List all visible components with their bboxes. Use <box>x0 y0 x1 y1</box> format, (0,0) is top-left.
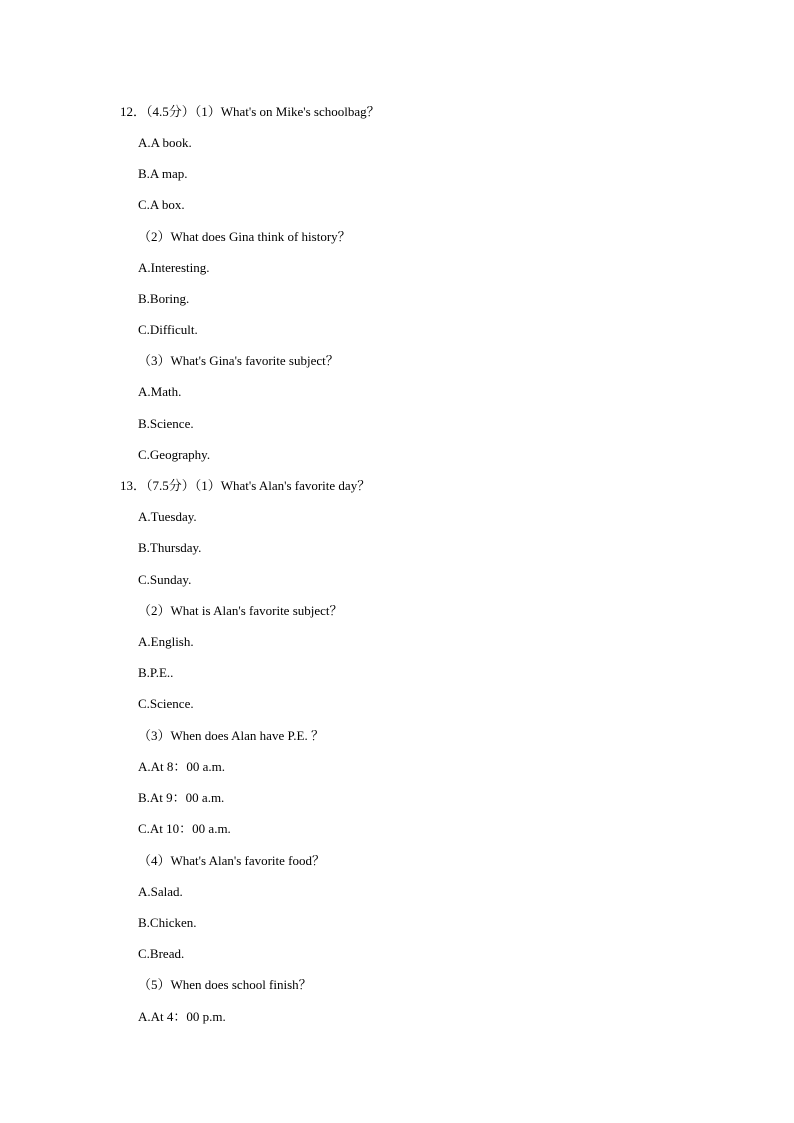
q13-1-option-c: C.Sunday. <box>138 572 192 587</box>
q12-2-option-b: B.Boring. <box>138 291 190 306</box>
q13-1-option-a: A.Tuesday. <box>138 509 197 524</box>
q13-4-prompt: （4）What's Alan's favorite food？ <box>138 853 326 868</box>
q12-2-prompt: （2）What does Gina think of history？ <box>138 229 351 244</box>
q12-3-option-a: A.Math. <box>138 384 182 399</box>
q12-1-option-a: A.A book. <box>138 135 192 150</box>
q12-2-option-a: A.Interesting. <box>138 260 210 275</box>
q13-4-option-b: B.Chicken. <box>138 915 197 930</box>
q13-2-option-c: C.Science. <box>138 696 194 711</box>
q13-5-option-a: A.At 4：00 p.m. <box>138 1009 226 1024</box>
q13-5-prompt: （5）When does school finish？ <box>138 977 312 992</box>
q12-2-option-c: C.Difficult. <box>138 322 198 337</box>
q12-3-option-b: B.Science. <box>138 416 194 431</box>
q13-3-option-c: C.At 10：00 a.m. <box>138 821 231 836</box>
q13-2-option-a: A.English. <box>138 634 194 649</box>
q13-3-option-b: B.At 9：00 a.m. <box>138 790 225 805</box>
question-13-header: 13．（7.5分）（1）What's Alan's favorite day？ <box>120 478 371 493</box>
q13-3-option-a: A.At 8：00 a.m. <box>138 759 226 774</box>
q12-1-option-b: B.A map. <box>138 166 188 181</box>
q13-4-option-c: C.Bread. <box>138 946 185 961</box>
q12-3-option-c: C.Geography. <box>138 447 211 462</box>
q13-2-option-b: B.P.E.. <box>138 665 174 680</box>
q12-1-option-c: C.A box. <box>138 197 185 212</box>
q13-1-option-b: B.Thursday. <box>138 540 202 555</box>
q13-4-option-a: A.Salad. <box>138 884 183 899</box>
question-12-header: 12．（4.5分）（1）What's on Mike's schoolbag？ <box>120 104 380 119</box>
q12-3-prompt: （3）What's Gina's favorite subject？ <box>138 353 339 368</box>
q13-3-prompt: （3）When does Alan have P.E. ？ <box>138 728 324 743</box>
q13-2-prompt: （2）What is Alan's favorite subject？ <box>138 603 343 618</box>
